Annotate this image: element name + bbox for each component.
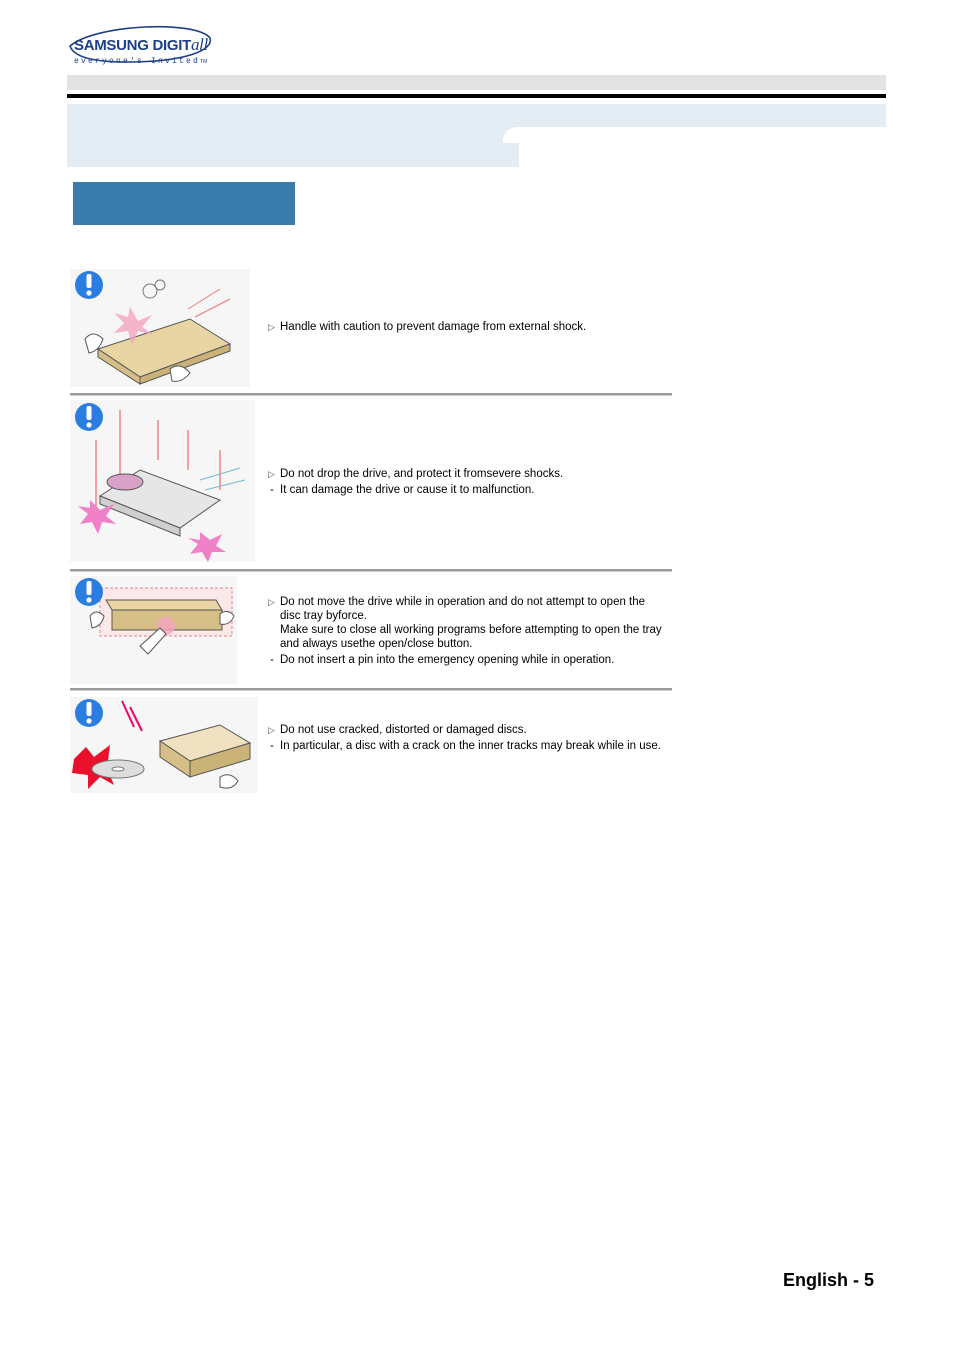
row-divider xyxy=(70,688,672,691)
header-rule xyxy=(67,94,886,98)
triangle-bullet-icon: ▷ xyxy=(268,725,275,735)
logo-tm: TM xyxy=(200,59,208,65)
exclamation-icon xyxy=(75,578,103,606)
operation-illustration xyxy=(70,576,237,684)
row-2-text: ▷ Do not drop the drive, and protect it fromsevere shocks. - It can damage the drive or cause it to malfunction. xyxy=(268,468,564,496)
exclamation-icon xyxy=(75,403,103,431)
title-band xyxy=(67,104,886,167)
samsung-logo xyxy=(66,22,216,70)
row-divider xyxy=(70,569,672,572)
row-3-text: ▷ Do not move the drive while in operation and do not attempt to open the disc tray byforce. Make sure to close all working programs before attempting to open the tray and always usethe open/close button. - Do not insert a pin into the emergency opening while in operation. xyxy=(268,596,662,666)
disc-illustration xyxy=(70,697,258,793)
drop-illustration xyxy=(70,400,255,562)
triangle-bullet-icon: ▷ xyxy=(268,322,275,332)
section-tab xyxy=(73,182,295,225)
header-gray-bar xyxy=(67,75,886,90)
logo-brand-suffix: all xyxy=(190,35,208,54)
row-divider xyxy=(70,393,672,396)
exclamation-icon xyxy=(75,271,103,299)
shock-illustration xyxy=(70,269,250,387)
row-4-text: ▷ Do not use cracked, distorted or damaged discs. - In particular, a disc with a crack on the inner tracks may break while in use. xyxy=(268,724,661,752)
page-number: English - 5 xyxy=(782,1270,874,1290)
logo-tagline: everyone's Invited xyxy=(74,57,201,66)
exclamation-icon xyxy=(75,699,103,727)
triangle-bullet-icon: ▷ xyxy=(268,597,275,607)
logo-brand: SAMSUNG DIGIT xyxy=(74,37,191,54)
row-1-text: ▷ Handle with caution to prevent damage from external shock. xyxy=(268,321,587,333)
triangle-bullet-icon: ▷ xyxy=(268,469,275,479)
